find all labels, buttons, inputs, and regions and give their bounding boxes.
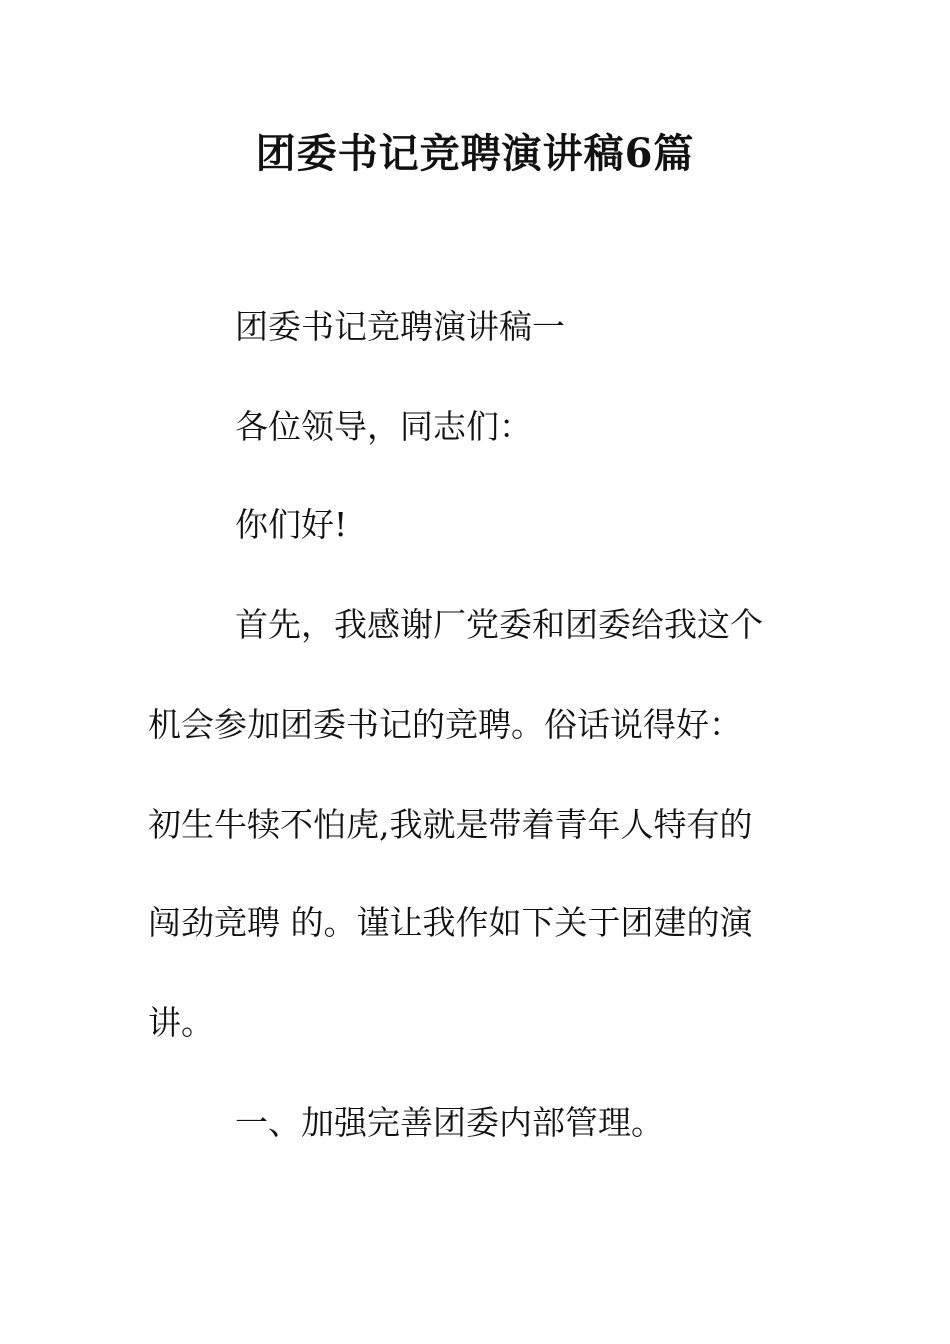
hello-line: 你们好! [235, 505, 348, 544]
intro-line-5: 讲。 [148, 1003, 214, 1042]
section-one-heading: 一、加强完善团委内部管理。 [235, 1103, 664, 1142]
speech-heading: 团委书记竞聘演讲稿一 [235, 307, 565, 346]
intro-line-4: 闯劲竞聘 的。谨让我作如下关于团建的演 [148, 903, 753, 942]
intro-line-3: 初生牛犊不怕虎,我就是带着青年人特有的 [148, 805, 753, 844]
greeting-line: 各位领导，同志们： [235, 407, 532, 446]
intro-line-2: 机会参加团委书记的竞聘。俗话说得好： [148, 705, 742, 744]
intro-line-1: 首先，我感谢厂党委和团委给我这个 [235, 605, 763, 644]
document-title: 团委书记竞聘演讲稿6篇 [255, 130, 695, 177]
